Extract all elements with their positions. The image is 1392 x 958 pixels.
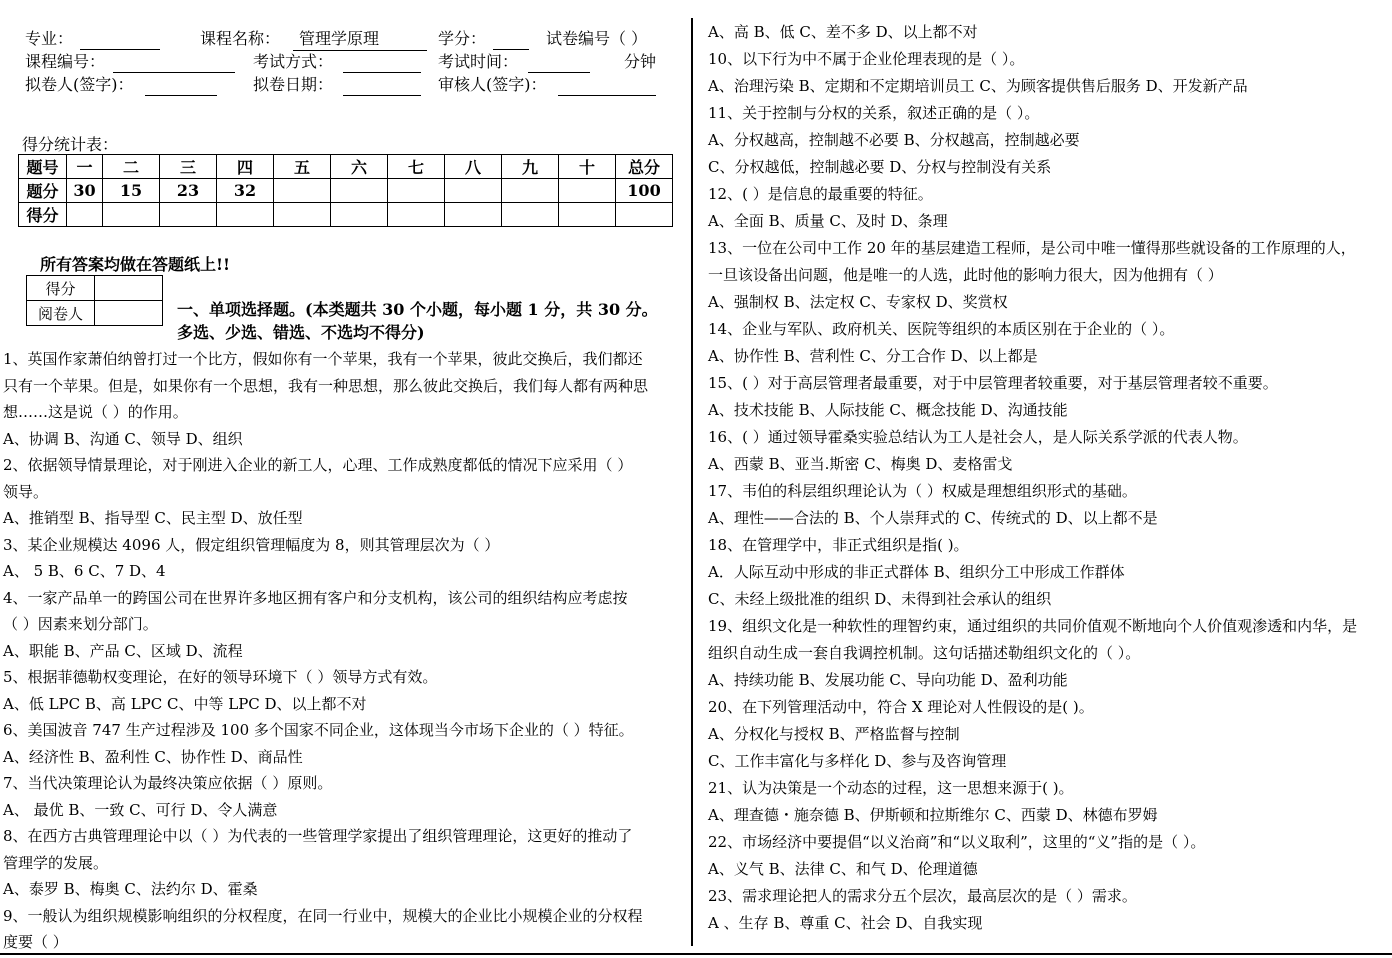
exam-method-label: 考试方式： [253,52,334,71]
question-line: A、低 LPC B、高 LPC C、中等 LPC D、以上都不对 [3,694,367,713]
exam-time-label: 考试时间： [438,52,519,71]
question-line: A、推销型 B、指导型 C、民主型 D、放任型 [3,509,303,527]
question-line: A、 最优 B、一致 C、可行 D、令人满意 [3,800,278,819]
score-input-cell[interactable] [331,203,388,227]
reviewer-field[interactable] [558,74,656,96]
score-cell: 四 [217,155,274,179]
question-line: 14、企业与军队、政府机关、医院等组织的本质区别在于企业的（ ）。 [708,320,1175,338]
question-line: A、义气 B、法律 C、和气 D、伦理道德 [708,860,978,878]
major-label: 专业： [25,29,74,48]
section-title-line: 多选、少选、错选、不选均不得分) [177,323,425,342]
score-cell [331,179,388,203]
question-line: 20、在下列管理活动中，符合 X 理论对人性假设的是( )。 [708,698,1094,716]
right-column [705,0,1390,958]
score-cell: 总分 [616,155,673,179]
exam-method-field[interactable] [343,51,421,73]
question-line: 13、一位在公司中工作 20 年的基层建造工程师，是公司中唯一懂得那些就设备的工作原理的人， [708,239,1356,257]
score-input-cell[interactable] [217,203,274,227]
question-line: A、分权化与授权 B、严格监督与控制 [708,725,960,743]
question-line: 21、认为决策是一个动态的过程，这一思想来源于( )。 [708,779,1074,797]
question-line: A、经济性 B、盈利性 C、协作性 D、商品性 [3,747,303,766]
score-cell: 三 [160,155,217,179]
question-line: 6、美国波音 747 生产过程涉及 100 多个国家不同企业，这体现当今市场下企业的（ ）特征。 [3,721,634,739]
question-line: 4、一家产品单一的跨国公司在世界许多地区拥有客户和分支机构，该公司的组织结构应考虑按 [3,588,628,607]
question-line: 2、依据领导情景理论，对于刚进入企业的新工人，心理、工作成熟度都低的情况下应采用（ ） [3,456,633,474]
question-line: 22、市场经济中要提倡“以义治商”和“以义取利”，这里的“义”指的是（ ）。 [708,833,1206,851]
score-cell: 30 [67,179,103,203]
question-line: A．人际互动中形成的非正式群体 B、组织分工中形成工作群体 [708,563,1125,581]
score-cell: 100 [616,179,673,203]
score-cell: 八 [445,155,502,179]
score-cell: 题号 [19,155,67,179]
question-line: 5、根据菲德勒权变理论，在好的领导环境下（ ）领导方式有效。 [3,668,438,686]
credit-label: 学分： [438,29,487,48]
grader-name-label: 阅卷人 [27,301,95,326]
score-cell [502,179,559,203]
question-line: 23、需求理论把人的需求分五个层次，最高层次的是（ ）需求。 [708,887,1137,905]
reviewer-label: 审核人(签字)： [438,75,547,94]
score-cell [274,179,331,203]
question-line: C、工作丰富化与多样化 D、参与及咨询管理 [708,752,1007,770]
credit-field[interactable] [493,28,529,50]
question-line: 度要（ ） [3,933,68,951]
drafter-field[interactable] [145,74,217,96]
score-cell: 32 [217,179,274,203]
question-line: A、技术技能 B、人际技能 C、概念技能 D、沟通技能 [708,401,1068,419]
question-line: 组织自动生成一套自我调控机制。这句话描述勒组织文化的（ ）。 [708,644,1141,662]
score-cell: 得分 [19,203,67,227]
question-line: 只有一个苹果。但是，如果你有一个思想，我有一种思想，那么彼此交换后，我们每人都有两种思 [3,376,649,395]
score-cell: 15 [103,179,160,203]
left-column [0,0,690,958]
question-line: 19、组织文化是一种软性的理智约束，通过组织的共同价值观不断地向个人价值观渗透和内华，是 [708,617,1358,635]
score-input-cell[interactable] [388,203,445,227]
question-line: C、分权越低，控制越必要 D、分权与控制没有关系 [708,158,1052,176]
score-cell: 五 [274,155,331,179]
score-cell: 十 [559,155,616,179]
question-line: 12、( ）是信息的最重要的特征。 [708,185,933,203]
score-input-cell[interactable] [559,203,616,227]
paper-no-label: 试卷编号（ ） [546,29,648,48]
question-line: A、职能 B、产品 C、区域 D、流程 [3,641,243,660]
score-cell: 六 [331,155,388,179]
question-line: 领导。 [3,482,49,501]
score-table-title: 得分统计表： [22,135,119,154]
section-one-title [177,298,658,344]
question-line: 3、某企业规模达 4096 人，假定组织管理幅度为 8，则其管理层次为（ ） [3,535,500,554]
question-line: A、 5 B、6 C、7 D、4 [3,562,166,580]
question-line: 15、( ）对于高层管理者最重要，对于中层管理者较重要，对于基层管理者较不重要。 [708,374,1278,392]
question-line: A、强制权 B、法定权 C、专家权 D、奖赏权 [708,293,1008,311]
minutes-label: 分钟 [624,52,657,71]
score-cell: 七 [388,155,445,179]
draft-date-label: 拟卷日期： [253,75,334,94]
question-line: 8、在西方古典管理理论中以（ ）为代表的一些管理学家提出了组织管理理论，这更好的推动了 [3,827,633,845]
question-line: A、高 B、低 C、差不多 D、以上都不对 [708,23,978,41]
question-line: A、理查德・施奈德 B、伊斯顿和拉斯维尔 C、西蒙 D、林德布罗姆 [708,806,1158,824]
score-cell: 九 [502,155,559,179]
course-code-field[interactable] [113,51,235,73]
score-input-cell[interactable] [616,203,673,227]
grader-score-label: 得分 [27,276,95,301]
score-input-cell[interactable] [160,203,217,227]
question-line: C、未经上级批准的组织 D、未得到社会承认的组织 [708,590,1052,608]
section-title-line: 一、单项选择题。(本类题共 30 个小题，每小题 1 分，共 30 分。 [177,300,658,319]
score-cell [559,179,616,203]
drafter-label: 拟卷人(签字)： [25,75,134,94]
question-line: 16、( ）通过领导霍桑实验总结认为工人是社会人，是人际关系学派的代表人物。 [708,428,1248,446]
course-name-value: 管理学原理 [293,28,427,51]
grader-score-field[interactable] [95,276,163,301]
major-field[interactable] [80,28,160,50]
score-cell: 二 [103,155,160,179]
question-line: 1、英国作家萧伯纳曾打过一个比方，假如你有一个苹果，我有一个苹果，彼此交换后，我们都还 [3,350,643,368]
question-line: A、协调 B、沟通 C、领导 D、组织 [3,429,243,448]
question-line: A、分权越高，控制越不必要 B、分权越高，控制越必要 [708,131,1080,149]
score-cell [388,179,445,203]
score-cell: 一 [67,155,103,179]
score-input-cell[interactable] [67,203,103,227]
grader-name-field[interactable] [95,301,163,326]
question-line: 一旦该设备出问题，他是唯一的人选，此时他的影响力很大，因为他拥有（ ） [708,266,1223,284]
question-line: A、协作性 B、营利性 C、分工合作 D、以上都是 [708,347,1038,365]
question-line: A、理性——合法的 B、个人崇拜式的 C、传统式的 D、以上都不是 [708,509,1158,527]
answer-note: 所有答案均做在答题纸上!! [40,255,231,274]
draft-date-field[interactable] [343,74,421,96]
question-line: A、全面 B、质量 C、及时 D、条理 [708,212,948,230]
question-line: 10、以下行为中不属于企业伦理表现的是（ ）。 [708,50,1025,68]
score-earned-row [19,203,673,227]
score-header-row [19,155,673,179]
score-cell: 题分 [19,179,67,203]
score-input-cell[interactable] [502,203,559,227]
question-line: A、持续功能 B、发展功能 C、导向功能 D、盈利功能 [708,671,1068,689]
bottom-rule [0,953,1392,955]
score-input-cell[interactable] [445,203,502,227]
course-name-label: 课程名称： [200,29,281,48]
question-line: 11、关于控制与分权的关系，叙述正确的是（ ）。 [708,104,1040,122]
grader-box [26,275,163,326]
column-divider [691,18,693,946]
question-line: A、治理污染 B、定期和不定期培训员工 C、为顾客提供售后服务 D、开发新产品 [708,77,1248,95]
question-line: 9、一般认为组织规模影响组织的分权程度，在同一行业中，规模大的企业比小规模企业的分权程 [3,906,643,925]
question-line: 管理学的发展。 [3,853,109,872]
question-line: 18、在管理学中，非正式组织是指( )。 [708,536,969,554]
score-input-cell[interactable] [274,203,331,227]
question-line: 17、韦伯的科层组织理论认为（ ）权威是理想组织形式的基础。 [708,482,1137,500]
score-input-cell[interactable] [103,203,160,227]
score-table [18,154,673,227]
course-code-label: 课程编号： [25,52,106,71]
score-points-row [19,179,673,203]
question-line: 7、当代决策理论认为最终决策应依据（ ）原则。 [3,774,333,792]
exam-time-field[interactable] [528,51,590,73]
score-cell: 23 [160,179,217,203]
question-line: （ ）因素来划分部门。 [3,615,158,633]
question-line: A、西蒙 B、亚当.斯密 C、梅奥 D、麦格雷戈 [708,455,1013,473]
question-line: A、泰罗 B、梅奥 C、法约尔 D、霍桑 [3,880,258,898]
question-line: A 、生存 B、尊重 C、社会 D、自我实现 [708,914,983,932]
score-cell [445,179,502,203]
question-line: 想……这是说（ ）的作用。 [3,403,188,421]
